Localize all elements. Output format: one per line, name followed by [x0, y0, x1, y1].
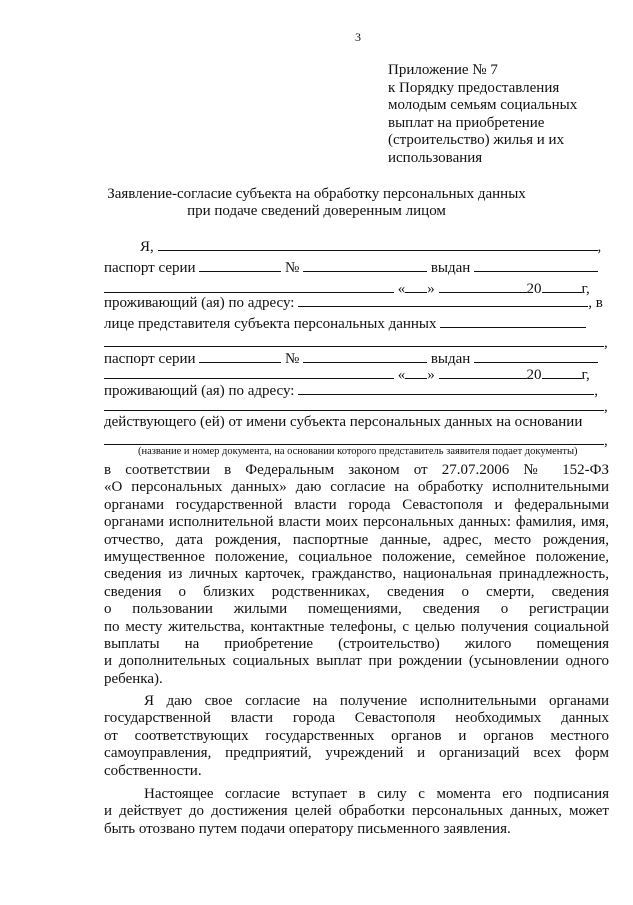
consent-paragraph-3 [104, 786, 609, 838]
paragraph-line: «О персональных данных» даю согласие на обработку исполнительными [104, 479, 609, 496]
year-prefix: 20 [526, 281, 542, 297]
form-row-address-2-continued [104, 396, 608, 414]
paragraph-line: по месту жительства, контактные телефоны, с целью получения социальной [104, 618, 609, 635]
residing-label: проживающий (ая) по адресу: [104, 295, 295, 311]
passport-number-field[interactable] [303, 257, 427, 272]
comma: , [604, 335, 608, 351]
year-suffix: г, [581, 281, 590, 297]
paragraph-line: самоуправления, предприятий, учреждений и организаций всех форм [104, 745, 609, 762]
document-title [0, 186, 633, 220]
passport-series-label: паспорт серии [104, 260, 196, 276]
quote-open: « [397, 367, 406, 383]
passport-series-field-2[interactable] [199, 348, 281, 363]
passport-number-field-2[interactable] [303, 348, 427, 363]
year-suffix: г, [581, 367, 590, 383]
comma: , [597, 239, 602, 255]
title-line-2: при подаче сведений доверенным лицом [187, 203, 446, 219]
paragraph-line: и действует до достижения целей обработки персональных данных, может [104, 803, 609, 820]
representative-continued-field[interactable] [104, 332, 604, 347]
year-field[interactable] [542, 278, 582, 293]
number-sign: № [285, 351, 300, 367]
annex-line: выплат на приобретение [388, 114, 545, 131]
year-prefix: 20 [526, 367, 542, 383]
form-row-passport [104, 257, 598, 275]
paragraph-line: ребенка). [104, 670, 163, 687]
form-row-representative [104, 313, 586, 331]
paragraph-line: Я даю свое согласие на получение исполнительными органами [144, 693, 609, 709]
paragraph-line: Настоящее согласие вступает в силу с момента его подписания [144, 786, 609, 802]
paragraph-line: о пользовании жилыми помещениями, сведения о регистрации [104, 601, 609, 618]
issued-by-continued-field-2[interactable] [104, 364, 394, 379]
annex-line: молодым семьям социальных [388, 97, 578, 113]
acting-label: действующего (ей) от имени субъекта персональных данных на основании [104, 414, 583, 430]
comma: , [594, 383, 598, 399]
paragraph-line: собственности. [104, 762, 202, 779]
name-field[interactable] [158, 236, 598, 251]
paragraph-line: быть отозвано путем подачи оператору письменного заявления. [104, 820, 511, 837]
paragraph-line: органами государственной власти города Севастополя и федеральными [104, 496, 609, 513]
issued-label: выдан [430, 351, 471, 367]
passport-series-field[interactable] [199, 257, 281, 272]
paragraph-line: от соответствующих государственных органов и органов местного [104, 727, 609, 744]
issued-by-field-2[interactable] [474, 348, 598, 363]
annex-line: использования [388, 149, 483, 166]
year-field-2[interactable] [542, 364, 582, 379]
paragraph-line: имущественное положение, социальное положение, семейное положение, [104, 549, 609, 566]
number-sign: № [285, 260, 300, 276]
paragraph-line: и дополнительных социальных выплат при рождении (усыновлении одного [104, 653, 609, 670]
form-row-name [140, 236, 601, 254]
form-row-address [104, 292, 603, 310]
comma: , [604, 433, 608, 449]
quote-close: » [427, 281, 435, 297]
representative-field[interactable] [440, 313, 586, 328]
basis-document-field[interactable] [104, 430, 604, 445]
consent-paragraph-2 [104, 693, 609, 780]
ya-label: Я, [140, 239, 154, 255]
annex-line: Приложение № 7 [388, 62, 498, 78]
quote-open: « [397, 281, 406, 297]
paragraph-line: сведения о близких родственниках, сведения о смерти, сведения [104, 583, 609, 600]
address-field-2[interactable] [298, 380, 594, 395]
quote-close: » [427, 367, 435, 383]
comma: , [604, 399, 608, 415]
page-number: 3 [355, 30, 361, 44]
day-field-2[interactable] [405, 364, 427, 379]
month-field-2[interactable] [439, 364, 527, 379]
paragraph-line: в соответствии в Федеральным законом от 27.07.2006 № 152-ФЗ [104, 462, 609, 478]
paragraph-line: органами исполнительной власти моих персональных данных: фамилия, имя, [104, 514, 609, 531]
annex-line: (строительство) жилья и их [388, 132, 565, 148]
paragraph-line: сведения из личных карточек, гражданство, национальная принадлежность, [104, 566, 609, 583]
paragraph-line: государственной власти города Севастополя необходимых данных [104, 710, 609, 727]
form-row-acting [104, 413, 582, 431]
paragraph-line: отчество, дата рождения, паспортные данные, адрес, место рождения, [104, 531, 609, 548]
annex-header [388, 62, 618, 167]
address-continued-field-2[interactable] [104, 396, 604, 411]
title-line-1: Заявление-согласие субъекта на обработку персональных данных [107, 186, 526, 202]
paragraph-line: выплаты на приобретение (строительство) жилого помещения [104, 636, 609, 653]
issued-by-continued-field[interactable] [104, 278, 394, 293]
address-field[interactable] [298, 292, 588, 307]
issued-label: выдан [430, 260, 471, 276]
representative-label: лице представителя субъекта персональных данных [104, 316, 437, 332]
consent-paragraph-1 [104, 462, 609, 688]
annex-line: к Порядку предоставления [388, 79, 560, 96]
day-field[interactable] [405, 278, 427, 293]
passport-series-label: паспорт серии [104, 351, 196, 367]
issued-by-field[interactable] [474, 257, 598, 272]
basis-caption: (название и номер документа, на основании которого представитель заявителя подает документы) [138, 446, 578, 457]
residing-label: проживающий (ая) по адресу: [104, 383, 295, 399]
month-field[interactable] [439, 278, 527, 293]
in-person-label: , в [588, 295, 603, 311]
